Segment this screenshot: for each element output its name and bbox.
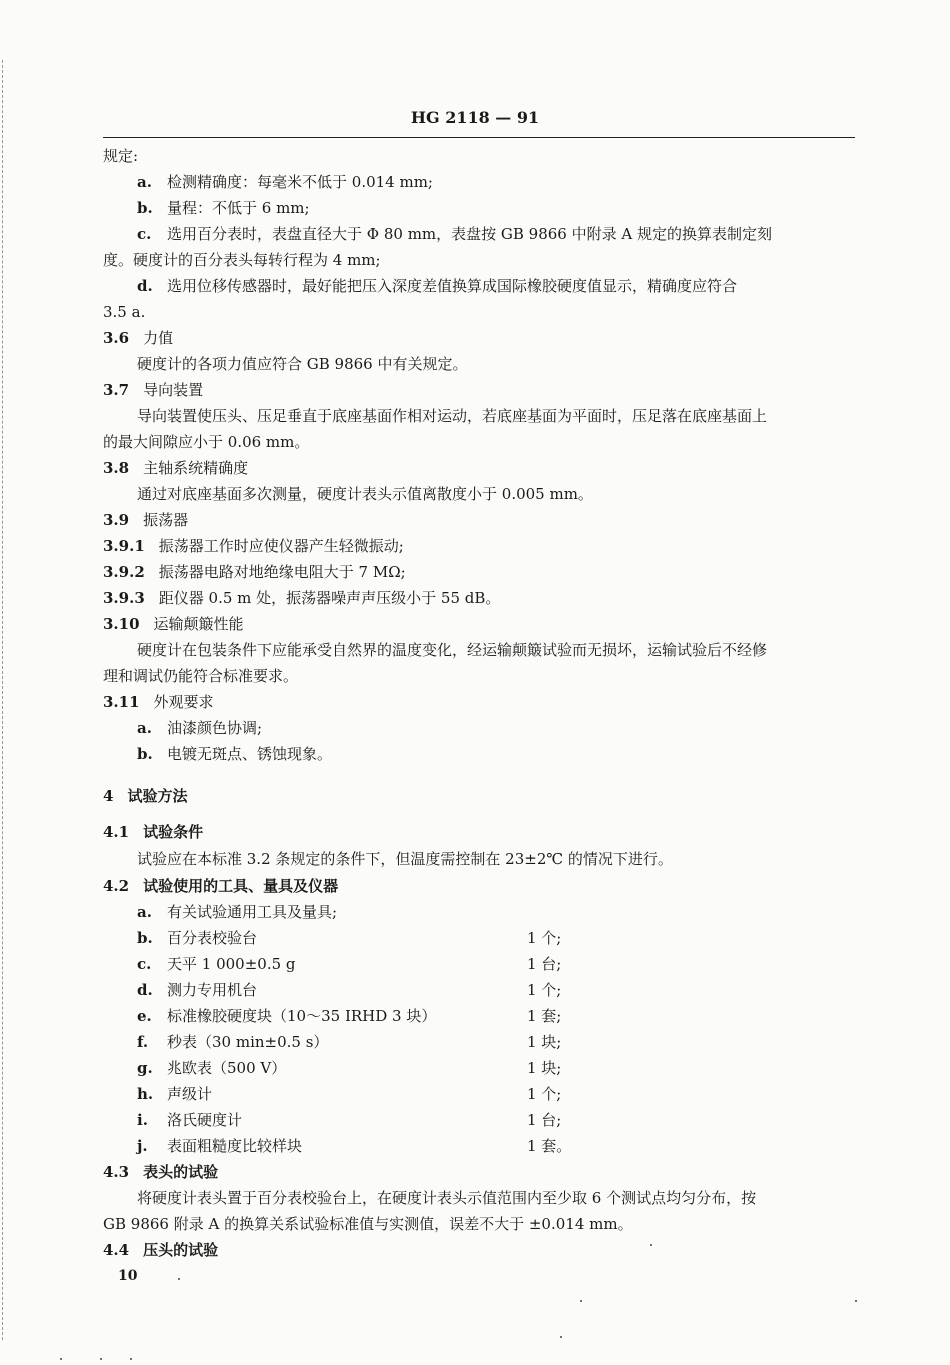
section-heading: 4.4 压头的试验 bbox=[103, 1241, 219, 1259]
scan-speck bbox=[130, 1358, 132, 1360]
body-line: 将硬度计表头置于百分表校验台上，在硬度计表头示值范围内至少取 6 个测试点均匀分布，按 bbox=[137, 1189, 757, 1207]
list-item: b. 电镀无斑点、锈蚀现象。 bbox=[137, 745, 333, 763]
body-line: 硬度计的各项力值应符合 GB 9866 中有关规定。 bbox=[137, 355, 468, 373]
equipment-qty: 1 个; bbox=[527, 1085, 562, 1103]
section-heading: 3.9 振荡器 bbox=[103, 511, 189, 529]
equipment-qty: 1 个; bbox=[527, 981, 562, 999]
equipment-item: c. 天平 1 000±0.5 g bbox=[137, 955, 296, 973]
body-line: 理和调试仍能符合标准要求。 bbox=[103, 667, 299, 685]
equipment-item: h. 声级计 bbox=[137, 1085, 213, 1103]
page-header: HG 2118 — 91 bbox=[410, 108, 540, 127]
list-item: c. 选用百分表时，表盘直径大于 Φ 80 mm，表盘按 GB 9866 中附录 A 规定的换算表制定刻 bbox=[137, 225, 772, 243]
body-line: 试验应在本标准 3.2 条规定的条件下，但温度需控制在 23±2℃ 的情况下进行。 bbox=[137, 850, 673, 868]
list-item: a. 有关试验通用工具及量具; bbox=[137, 903, 338, 921]
body-line: 规定: bbox=[103, 147, 139, 165]
header-rule bbox=[103, 137, 855, 138]
scan-edge bbox=[2, 60, 4, 1340]
body-line: GB 9866 附录 A 的换算关系试验标准值与实测值，误差不大于 ±0.014 mm。 bbox=[103, 1215, 633, 1233]
body-line: 导向装置使压头、压足垂直于底座基面作相对运动，若底座基面为平面时，压足落在底座基面上 bbox=[137, 407, 768, 425]
page-number: 10 bbox=[118, 1268, 138, 1284]
list-item: b. 量程：不低于 6 mm; bbox=[137, 199, 310, 217]
body-line: 的最大间隙应小于 0.06 mm。 bbox=[103, 433, 310, 451]
scan-speck bbox=[560, 1336, 562, 1338]
scan-speck bbox=[855, 1300, 857, 1302]
equipment-qty: 1 块; bbox=[527, 1059, 562, 1077]
equipment-item: g. 兆欧表（500 V） bbox=[137, 1059, 287, 1077]
scan-speck bbox=[178, 1278, 180, 1280]
equipment-item: i. 洛氏硬度计 bbox=[137, 1111, 243, 1129]
equipment-item: f. 秒表（30 min±0.5 s） bbox=[137, 1033, 329, 1051]
subsection: 3.9.2 振荡器电路对地绝缘电阻大于 7 MΩ; bbox=[103, 563, 406, 581]
equipment-qty: 1 套。 bbox=[527, 1137, 572, 1155]
scan-speck bbox=[650, 1244, 652, 1246]
subsection: 3.9.3 距仪器 0.5 m 处，振荡器噪声声压级小于 55 dB。 bbox=[103, 589, 501, 607]
body-line: 3.5 a. bbox=[103, 303, 146, 321]
section-heading: 3.6 力值 bbox=[103, 329, 174, 347]
equipment-qty: 1 块; bbox=[527, 1033, 562, 1051]
body-line: 度。硬度计的百分表头每转行程为 4 mm; bbox=[103, 251, 381, 269]
section-heading: 3.7 导向装置 bbox=[103, 381, 204, 399]
section-heading: 4.3 表头的试验 bbox=[103, 1163, 219, 1181]
list-item: a. 油漆颜色协调; bbox=[137, 719, 263, 737]
body-line: 硬度计在包装条件下应能承受自然界的温度变化，经运输颠簸试验而无损坏，运输试验后不经修 bbox=[137, 641, 768, 659]
subsection: 3.9.1 振荡器工作时应使仪器产生轻微振动; bbox=[103, 537, 404, 555]
section-heading: 3.8 主轴系统精确度 bbox=[103, 459, 249, 477]
equipment-item: d. 测力专用机台 bbox=[137, 981, 258, 999]
equipment-qty: 1 台; bbox=[527, 1111, 562, 1129]
equipment-item: j. 表面粗糙度比较样块 bbox=[137, 1137, 303, 1155]
section-heading: 3.10 运输颠簸性能 bbox=[103, 615, 244, 633]
scan-speck bbox=[100, 1358, 102, 1360]
section-heading: 4.2 试验使用的工具、量具及仪器 bbox=[103, 877, 339, 895]
equipment-item: e. 标准橡胶硬度块（10～35 IRHD 3 块） bbox=[137, 1007, 437, 1025]
list-item: a. 检测精确度：每毫米不低于 0.014 mm; bbox=[137, 173, 433, 191]
body-line: 通过对底座基面多次测量，硬度计表头示值离散度小于 0.005 mm。 bbox=[137, 485, 593, 503]
section-heading: 4.1 试验条件 bbox=[103, 823, 204, 841]
scan-speck bbox=[580, 1300, 582, 1302]
list-item: d. 选用位移传感器时，最好能把压入深度差值换算成国际橡胶硬度值显示，精确度应符合 bbox=[137, 277, 738, 295]
equipment-qty: 1 台; bbox=[527, 955, 562, 973]
chapter-heading: 4 试验方法 bbox=[103, 787, 188, 805]
equipment-item: b. 百分表校验台 bbox=[137, 929, 258, 947]
equipment-qty: 1 个; bbox=[527, 929, 562, 947]
section-heading: 3.11 外观要求 bbox=[103, 693, 214, 711]
scan-speck bbox=[60, 1358, 62, 1360]
equipment-qty: 1 套; bbox=[527, 1007, 562, 1025]
